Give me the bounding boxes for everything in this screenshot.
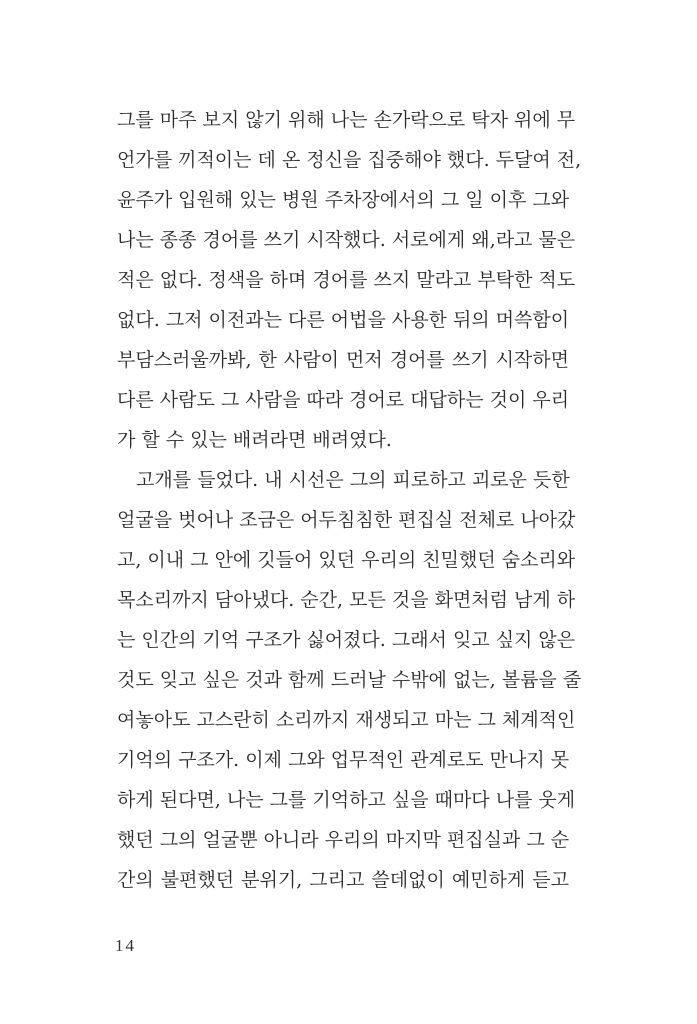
text-line: 윤주가 입원해 있는 병원 주차장에서의 그 일 이후 그와 <box>117 189 570 211</box>
body-text <box>117 100 582 900</box>
text-line: 다른 사람도 그 사람을 따라 경어로 대답하는 것이 우리 <box>117 389 570 411</box>
text-line: 얼굴을 벗어나 조금은 어두침침한 편집실 전체로 나아갔 <box>117 509 576 531</box>
text-line: 고개를 들었다. 내 시선은 그의 피로하고 괴로운 듯한 <box>136 469 570 491</box>
text-line: 나는 종종 경어를 쓰기 시작했다. 서로에게 왜,라고 물은 <box>117 229 576 251</box>
text-line: 고, 이내 그 안에 깃들어 있던 우리의 친밀했던 숨소리와 <box>117 549 576 571</box>
text-line: 적은 없다. 정색을 하며 경어를 쓰지 말라고 부탁한 적도 <box>117 269 576 291</box>
text-line: 기억의 구조가. 이제 그와 업무적인 관계로도 만나지 못 <box>117 749 570 771</box>
text-line: 여놓아도 고스란히 소리까지 재생되고 마는 그 체계적인 <box>117 709 576 731</box>
text-line: 부담스러울까봐, 한 사람이 먼저 경어를 쓰기 시작하면 <box>117 349 569 371</box>
text-line: 언가를 끼적이는 데 온 정신을 집중해야 했다. 두달여 전, <box>117 149 582 171</box>
text-line: 것도 잊고 싶은 것과 함께 드러날 수밖에 없는, 볼륨을 줄 <box>117 669 582 691</box>
text-line: 그를 마주 보지 않기 위해 나는 손가락으로 탁자 위에 무 <box>117 109 576 131</box>
text-line: 가 할 수 있는 배려라면 배려였다. <box>117 429 392 451</box>
text-line: 하게 된다면, 나는 그를 기억하고 싶을 때마다 나를 웃게 <box>117 789 576 811</box>
page-number: 14 <box>115 936 136 955</box>
text-line: 했던 그의 얼굴뿐 아니라 우리의 마지막 편집실과 그 순 <box>117 829 570 851</box>
text-line: 목소리까지 담아냈다. 순간, 모든 것을 화면처럼 남게 하 <box>117 589 576 611</box>
text-line: 없다. 그저 이전과는 다른 어법을 사용한 뒤의 머쓱함이 <box>117 309 570 331</box>
text-line: 간의 불편했던 분위기, 그리고 쓸데없이 예민하게 듣고 <box>117 869 569 891</box>
text-line: 는 인간의 기억 구조가 싫어졌다. 그래서 잊고 싶지 않은 <box>117 629 576 651</box>
